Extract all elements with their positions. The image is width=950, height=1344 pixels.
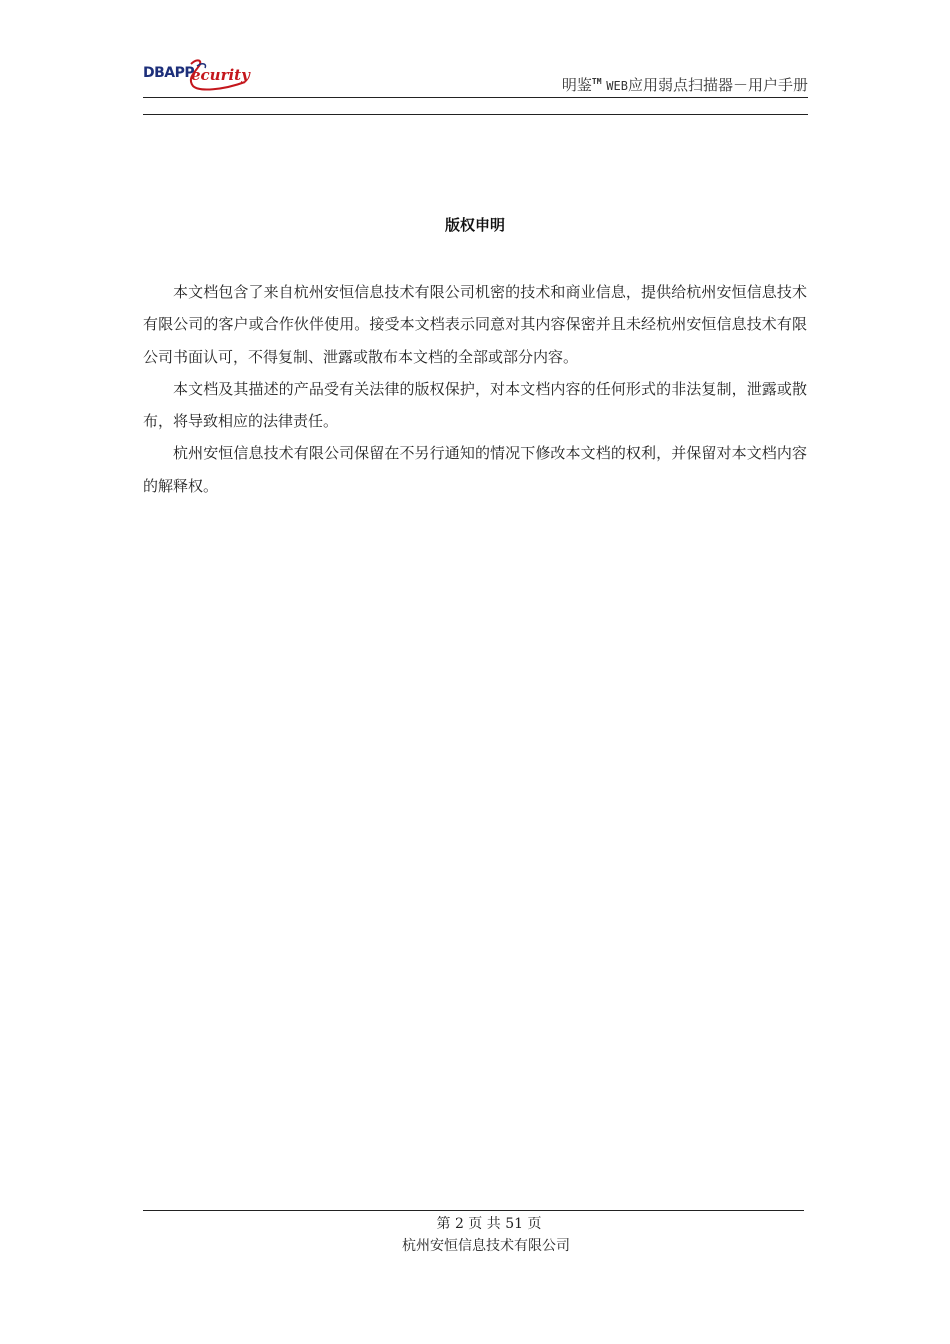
page-header: [143, 54, 808, 116]
header-title-suffix: 应用弱点扫描器－用户手册: [627, 76, 808, 94]
paragraph: 本文档及其描述的产品受有关法律的版权保护，对本文档内容的任何形式的非法复制，泄露或散布，将导致相应的法律责任。: [143, 379, 807, 431]
footer-company-name: 杭州安恒信息技术有限公司: [402, 1238, 570, 1254]
footer-rule: [143, 1210, 804, 1211]
logo-text-dbapp: DBAPP: [143, 65, 195, 81]
trademark-mark: TM: [591, 77, 602, 86]
document-body: [143, 276, 807, 502]
header-rule-top: [143, 97, 808, 98]
header-title: [562, 74, 808, 95]
header-title-web: WEB: [606, 79, 628, 93]
footer-page-number: 第 2 页 共 51 页: [436, 1216, 542, 1232]
document-title: 版权申明: [444, 216, 505, 234]
header-title-prefix: 明鉴: [561, 76, 592, 94]
company-logo: [143, 56, 253, 96]
paragraph: 本文档包含了来自杭州安恒信息技术有限公司机密的技术和商业信息，提供给杭州安恒信息技术有限公司的客户或合作伙伴使用。接受本文档表示同意对其内容保密并且未经杭州安恒信息技术有限公司书面认可，不得复制、泄露或散布本文档的全部或部分内容。: [143, 283, 807, 366]
logo-text-ecurity: ecurity: [191, 66, 250, 84]
paragraph: 杭州安恒信息技术有限公司保留在不另行通知的情况下修改本文档的权利，并保留对本文档内容的解释权。: [143, 444, 807, 495]
header-rule-bottom: [143, 114, 808, 115]
